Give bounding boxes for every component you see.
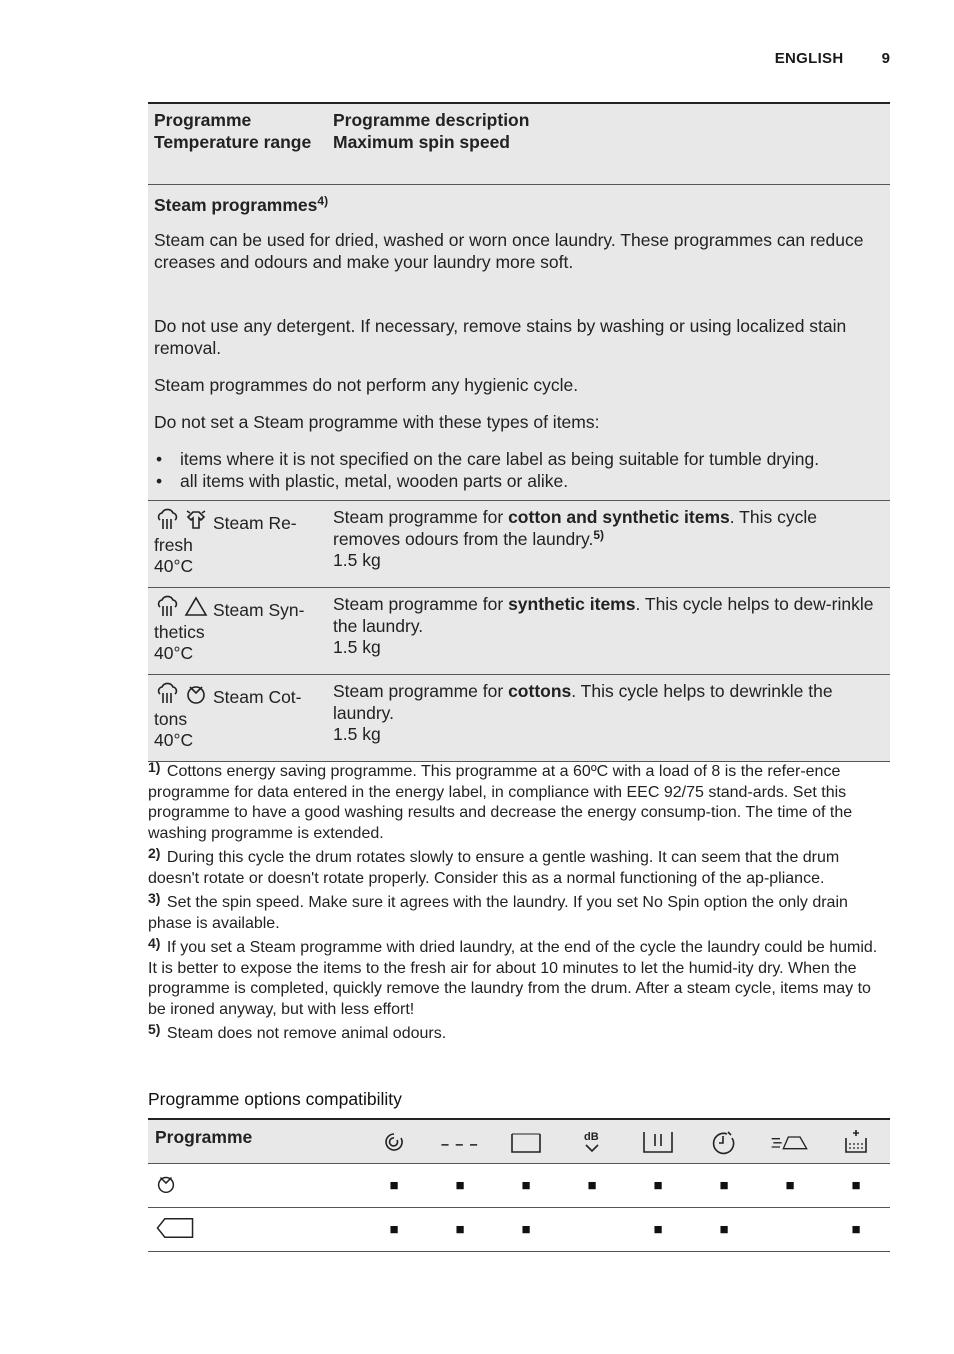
programme-name-cont: tons: [154, 708, 188, 729]
rinse-hold-icon: [440, 1128, 480, 1156]
footnote-text: Steam does not remove animal odours.: [166, 1025, 447, 1042]
steam-icon: [154, 507, 180, 533]
programme-name: Steam Cot-: [213, 687, 302, 707]
programme-temp: 40°C: [154, 556, 194, 576]
option-mark: ■: [587, 1177, 597, 1194]
options-table-title: Programme options compatibility: [148, 1089, 402, 1109]
option-mark: ■: [389, 1221, 399, 1238]
options-header-label: Programme: [155, 1127, 253, 1147]
programme-name-cell: [148, 588, 323, 674]
programme-description-cell: [323, 588, 890, 674]
steam-icon: [154, 594, 180, 620]
footnote-number: 4): [148, 935, 161, 951]
programme-name: Steam Re-: [213, 513, 297, 533]
desc-prefix: Steam programme for: [333, 507, 509, 527]
spin-icon: [378, 1128, 410, 1156]
steam-bullet: • items where it is not specified on the care label as being suitable for tumble drying.: [154, 448, 884, 470]
programme-description-cell: [323, 501, 890, 587]
desc-suffix: . This cycle removes odours from the laundry.: [333, 507, 817, 549]
time-save-icon: [708, 1128, 740, 1156]
footnote-number: 3): [148, 890, 161, 906]
steam-bullet: • all items with plastic, metal, wooden parts or alike.: [154, 470, 884, 492]
col2-header: [323, 104, 890, 184]
no-spin-icon: [510, 1128, 542, 1156]
programme-load: 1.5 kg: [333, 724, 381, 744]
desc-bold: synthetic items: [508, 594, 636, 614]
option-mark: ■: [521, 1177, 531, 1194]
steam-programmes-section: [148, 185, 890, 501]
footnote-text: Set the spin speed. Make sure it agrees with the laundry. If you set No Spin option the only drain phase is available.: [148, 894, 848, 932]
programme-name-cont: thetics: [154, 621, 205, 642]
programme-table: [148, 102, 890, 762]
desc-note: 5): [593, 527, 605, 542]
programme-row-steam-refresh: [148, 501, 890, 588]
desc-bold: cottons: [508, 681, 572, 701]
cottons-icon: [183, 681, 209, 707]
options-header-row: [148, 1120, 890, 1164]
option-mark: [770, 1208, 810, 1251]
synthetics-tag-icon: [154, 1216, 196, 1240]
option-mark: ■: [851, 1177, 861, 1194]
programme-name-cell: [148, 675, 323, 761]
desc-prefix: Steam programme for: [333, 594, 509, 614]
extra-rinse-icon: [642, 1128, 674, 1156]
option-mark: ■: [653, 1177, 663, 1194]
programme-row-steam-synthetics: [148, 588, 890, 675]
col1-header: [148, 104, 323, 184]
option-mark: ■: [653, 1221, 663, 1238]
programme-description-cell: [323, 675, 890, 761]
night-quiet-icon: [576, 1128, 608, 1156]
page-number: 9: [881, 50, 890, 67]
col1-header-line2: Temperature range: [154, 131, 312, 152]
col1-header-line1: Programme: [154, 110, 252, 130]
option-mark: ■: [521, 1221, 531, 1238]
page-header: [775, 50, 890, 67]
option-mark: ■: [851, 1221, 861, 1238]
footnote: [148, 759, 890, 844]
option-mark: ■: [785, 1177, 795, 1194]
footnote-number: 5): [148, 1021, 161, 1037]
option-mark: ■: [719, 1221, 729, 1238]
option-mark: [572, 1208, 612, 1251]
options-row-synthetics: [148, 1208, 890, 1252]
programme-row-steam-cottons: [148, 675, 890, 762]
prewash-icon: [840, 1128, 872, 1156]
option-mark: ■: [719, 1177, 729, 1194]
language-label: ENGLISH: [774, 50, 844, 67]
cottons-icon: [154, 1172, 178, 1196]
options-compatibility-table: [148, 1118, 890, 1252]
steam-para-2: Do not use any detergent. If necessary, remove stains by washing or using localized stain removal.: [154, 316, 847, 358]
option-mark: ■: [455, 1221, 465, 1238]
footnote-number: 2): [148, 845, 161, 861]
synthetics-icon: [183, 594, 209, 620]
options-row-cottons: [148, 1164, 890, 1208]
footnote: [148, 845, 890, 889]
desc-bold: cotton and synthetic items: [508, 507, 730, 527]
programme-load: 1.5 kg: [333, 637, 381, 657]
programme-temp: 40°C: [154, 730, 194, 750]
desc-suffix: . This cycle helps to dewrinkle the laundry.: [333, 681, 833, 723]
footnote-number: 1): [148, 759, 161, 775]
col2-header-line1: Programme description: [333, 110, 530, 130]
svg-text:dB: dB: [584, 1130, 599, 1143]
col2-header-line2: Maximum spin speed: [333, 131, 510, 152]
footnote: [148, 1021, 890, 1045]
refresh-shirt-icon: [183, 507, 209, 533]
steam-title-note: 4): [317, 194, 329, 208]
footnote: [148, 890, 890, 934]
programme-name: Steam Syn-: [213, 600, 305, 620]
steam-icon: [154, 681, 180, 707]
steam-para-1: Steam can be used for dried, washed or worn once laundry. These programmes can reduce creases and odours and make your laundry more soft.: [154, 230, 864, 272]
programme-name-cont: fresh: [154, 534, 193, 555]
option-mark: ■: [455, 1177, 465, 1194]
steam-para-4: Do not set a Steam programme with these types of items:: [154, 412, 600, 432]
footnote: [148, 935, 890, 1020]
footnote-text: If you set a Steam programme with dried laundry, at the end of the cycle the laundry could be humid. It is better to expose the items to the fresh air for about 10 minutes to let the humid-ity dry. When the programme is completed, quickly remove the laundry from the drum. After a steam cycle, items may to be ironed anyway, but with less effort!: [148, 939, 878, 1018]
programme-name-cell: [148, 501, 323, 587]
programme-temp: 40°C: [154, 643, 194, 663]
programme-table-header: [148, 104, 890, 185]
steam-para-3: Steam programmes do not perform any hygienic cycle.: [154, 375, 579, 395]
option-mark: ■: [389, 1177, 399, 1194]
footnote-text: During this cycle the drum rotates slowly to ensure a gentle washing. It can seem that the drum doesn't rotate or doesn't rotate properly. Consider this as a normal functioning of the ap-pliance.: [148, 849, 840, 887]
steam-bullet-list: [154, 448, 884, 492]
programme-load: 1.5 kg: [333, 550, 381, 570]
easy-iron-icon: [770, 1128, 810, 1156]
footnote-text: Cottons energy saving programme. This programme at a 60ºC with a load of 8 is the refer-ence programme for data entered in the energy label, in compliance with EEC 92/75 stand-ards. Set this programme to have a good washing results and decrease the energy consump-tion. The time of the washing programme is extended.: [148, 763, 853, 842]
desc-prefix: Steam programme for: [333, 681, 509, 701]
desc-suffix: . This cycle helps to dew-rinkle the laundry.: [333, 594, 874, 636]
steam-section-title: Steam programmes$^{4)}$: [154, 194, 329, 215]
footnotes: [148, 759, 890, 1049]
